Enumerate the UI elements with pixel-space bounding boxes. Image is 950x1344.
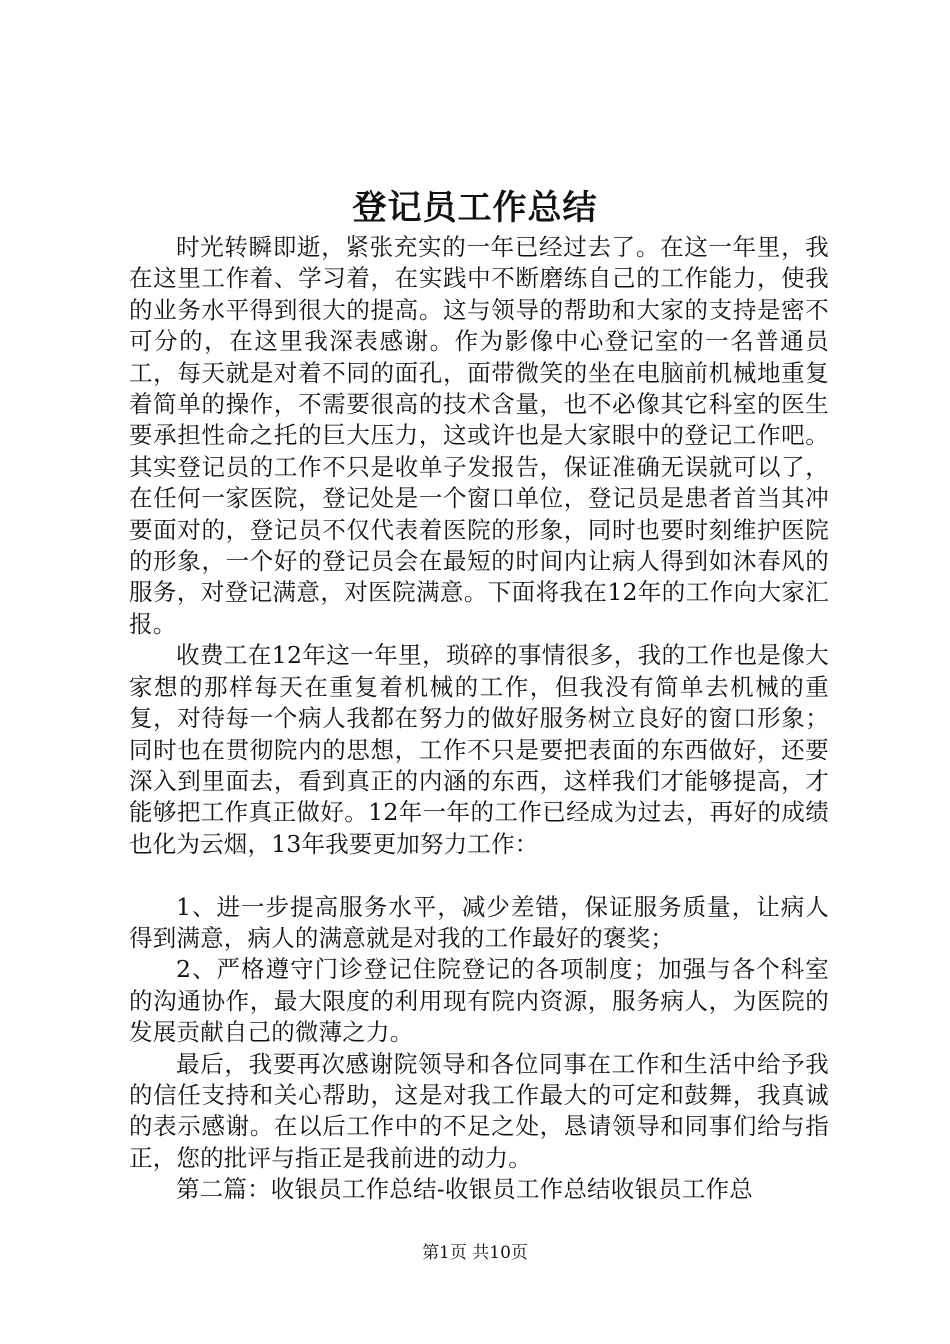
blank-line: [129, 860, 829, 891]
paragraph-goal-2: 2、严格遵守门诊登记住院登记的各项制度；加强与各个科室的沟通协作，最大限度的利用现有院内资源，服务病人，为医院的发展贡献自己的微薄之力。: [129, 955, 829, 1047]
paragraph-next-article: 第二篇：收银员工作总结-收银员工作总结收银员工作总: [176, 1175, 753, 1204]
paragraph-closing: 最后，我要再次感谢院领导和各位同事在工作和生活中给予我的信任支持和关心帮助，这是对我工作最大的可定和鼓舞，我真诚的表示感谢。在以后工作中的不足之处，恳请领导和同事们给与指正，您的批评与指正是我前进的动力。: [129, 1049, 829, 1172]
document-body: [129, 232, 829, 1206]
paragraph-goal-1: 1、进一步提高服务水平，减少差错，保证服务质量，让病人得到满意，病人的满意就是对我的工作最好的褒奖；: [129, 892, 829, 952]
paragraph-intro: 时光转瞬即逝，紧张充实的一年已经过去了。在这一年里，我在这里工作着、学习着，在实践中不断磨练自己的工作能力，使我的业务水平得到很大的提高。这与领导的帮助和大家的支持是密不可分的，在这里我深表感谢。作为影像中心登记室的一名普通员工，每天就是对着不同的面孔，面带微笑的坐在电脑前机械地重复着简单的操作，不需要很高的技术含量，也不必像其它科室的医生要承担性命之托的巨大压力，这或许也是大家眼中的登记工作吧。其实登记员的工作不只是收单子发报告，保证准确无误就可以了，在任何一家医院，登记处是一个窗口单位，登记员是患者首当其冲要面对的，登记员不仅代表着医院的形象，同时也要时刻维护医院的形象，一个好的登记员会在最短的时间内让病人得到如沐春风的服务，对登记满意，对医院满意。下面将我在12年的工作向大家汇报。: [129, 233, 829, 638]
paragraph-work-review: 收费工在12年这一年里，琐碎的事情很多，我的工作也是像大家想的那样每天在重复着机械的工作，但我没有简单去机械的重复，对待每一个病人我都在努力的做好服务树立良好的窗口形象；同时也在贯彻院内的思想，工作不只是要把表面的东西做好，还要深入到里面去，看到真正的内涵的东西，这样我们才能够提高，才能够把工作真正做好。12年一年的工作已经成为过去，再好的成绩也化为云烟，13年我要更加努力工作：: [129, 641, 829, 858]
page-number-footer: 第1页 共10页: [422, 1243, 528, 1263]
document-title: 登记员工作总结: [352, 188, 598, 228]
